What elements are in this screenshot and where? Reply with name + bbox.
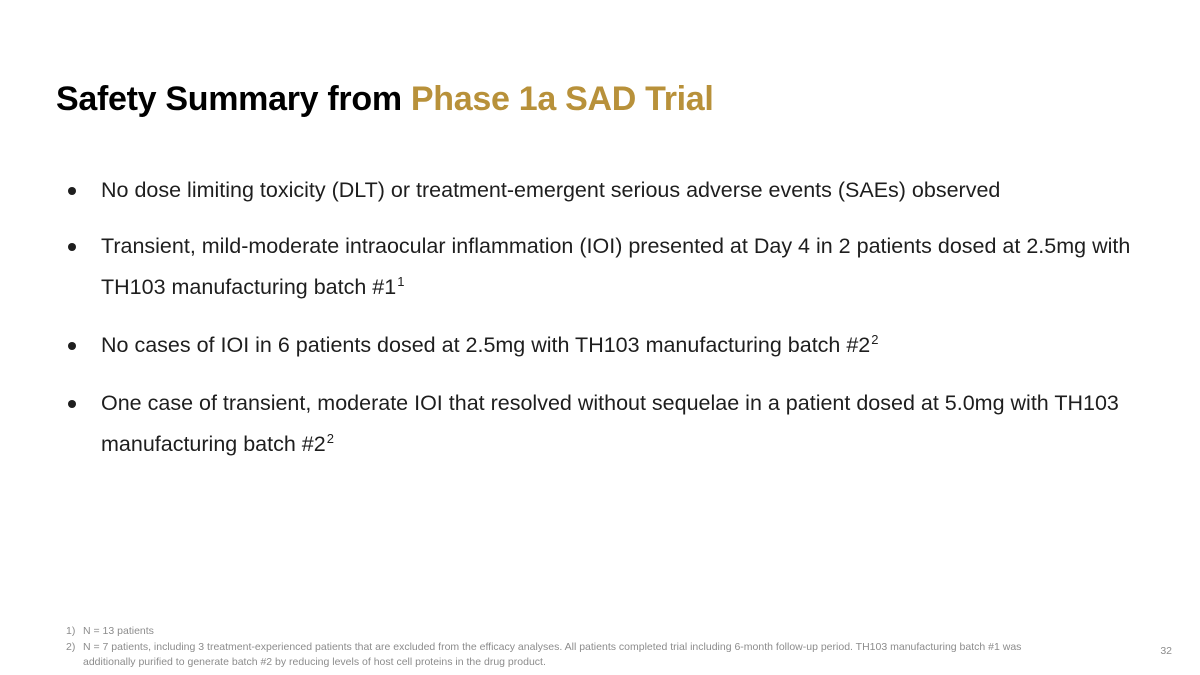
slide-title-main: Safety Summary from [56,80,411,118]
bullet-dot-icon [68,243,76,251]
slide-title [56,78,714,120]
footnote-number: 1) [66,625,76,637]
footnote-number: 2) [66,640,76,653]
footnote-item [66,624,1026,640]
bullet-item [68,170,1168,211]
bullet-dot-icon [68,187,76,195]
bullet-text: No cases of IOI in 6 patients dosed at 2.5mg with TH103 manufacturing batch #2 [101,333,871,357]
bullet-text: No dose limiting toxicity (DLT) or treatment-emergent serious adverse events (SAEs) observed [101,178,1001,202]
bullet-item [68,383,1168,467]
footnote-text: N = 7 patients, including 3 treatment-experienced patients that are excluded from the efficacy analyses. All patients completed trial including 6-month follow-up period. TH103 manufacturing batch #1 was additionally purified to generate batch #2 by reducing levels of host cell proteins in the drug product. [83,640,1022,668]
footnote-item [66,640,1026,671]
bullet-dot-icon [68,400,76,408]
footnote-ref: 1 [397,274,405,289]
bullet-text: One case of transient, moderate IOI that resolved without sequelae in a patient dosed at 5.0mg with TH103 manufacturing batch #2 [101,391,1119,456]
bullet-item [68,325,1168,368]
bullet-list [68,170,1168,482]
footnote-ref: 2 [871,332,879,347]
footnote-ref: 2 [326,431,334,446]
slide-title-accent: Phase 1a SAD Trial [410,80,714,118]
page-number: 32 [1160,645,1172,657]
footnote-text: N = 13 patients [83,625,154,637]
bullet-dot-icon [68,342,76,350]
bullet-item [68,226,1168,310]
bullet-text: Transient, mild-moderate intraocular inflammation (IOI) presented at Day 4 in 2 patients dosed at 2.5mg with TH103 manufacturing batch #1 [101,234,1131,299]
footnotes [66,624,1026,671]
